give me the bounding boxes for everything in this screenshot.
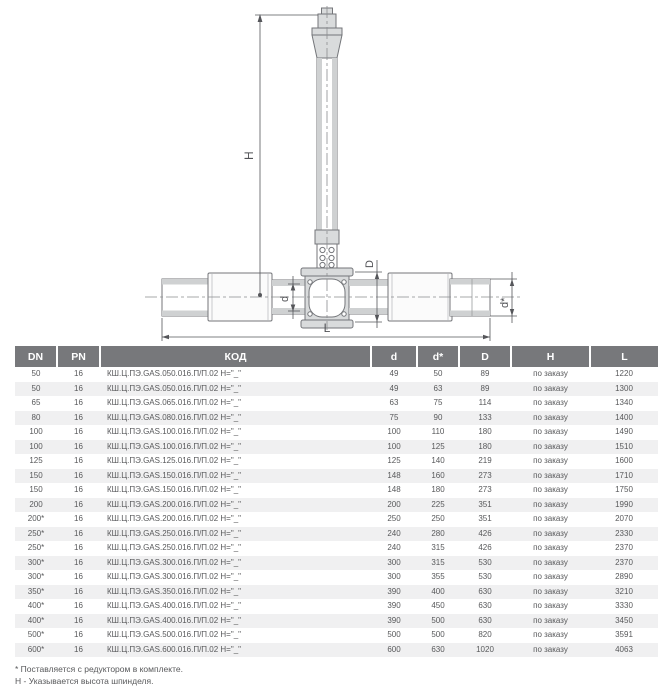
spec-cell-d: 49 [389, 369, 399, 379]
col-header-d: d [371, 346, 417, 367]
spec-cell-d-big: 273 [478, 485, 492, 495]
footnote-spindle: Н - Указывается высота шпинделя. [15, 676, 154, 686]
spec-cell-d-star: 500 [431, 615, 445, 625]
spec-cell-h: по заказу [533, 369, 568, 379]
spec-cell-dn: 150 [29, 485, 43, 495]
dim-label-d-star: d* [499, 297, 511, 308]
spec-cell-h: по заказу [533, 456, 568, 466]
spec-cell-d: 240 [387, 528, 401, 538]
spec-cell-d-star: 90 [433, 412, 443, 422]
spec-cell-code: КШ.Ц.ПЭ.GAS.100.016.П/П.02 Н="_" [107, 441, 241, 451]
spec-cell-l: 3450 [615, 615, 633, 625]
spec-cell-d-star: 450 [431, 601, 445, 611]
valve-drawing-area [0, 0, 663, 346]
spec-header-row [15, 346, 658, 367]
spec-cell-d-star: 280 [431, 528, 445, 538]
spec-cell-pn: 16 [74, 412, 83, 422]
spec-cell-d-big: 1020 [476, 644, 494, 654]
spec-cell-h: по заказу [533, 383, 568, 393]
spec-cell-dn: 600* [27, 644, 45, 654]
spec-cell-code: КШ.Ц.ПЭ.GAS.350.016.П/П.02 Н="_" [107, 586, 241, 596]
spec-cell-d-big: 426 [478, 528, 492, 538]
spec-cell-d-star: 50 [433, 369, 443, 379]
spec-cell-code: КШ.Ц.ПЭ.GAS.400.016.П/П.02 Н="_" [107, 615, 241, 625]
spec-cell-code: КШ.Ц.ПЭ.GAS.200.016.П/П.02 Н="_" [107, 514, 241, 524]
spec-cell-code: КШ.Ц.ПЭ.GAS.250.016.П/П.02 Н="_" [107, 528, 241, 538]
spec-cell-l: 2890 [615, 572, 633, 582]
col-header-l: L [590, 346, 658, 367]
spec-cell-d-big: 180 [478, 441, 492, 451]
col-header-d-big: D [459, 346, 511, 367]
spec-cell-d-big: 180 [478, 427, 492, 437]
spec-row [15, 541, 658, 556]
spec-cell-dn: 50 [31, 383, 41, 393]
spec-row [15, 628, 658, 643]
spec-cell-d: 49 [389, 383, 399, 393]
spec-cell-h: по заказу [533, 398, 568, 408]
col-header-d-star: d* [417, 346, 459, 367]
spec-cell-d-star: 355 [431, 572, 445, 582]
spec-cell-pn: 16 [74, 514, 83, 524]
spec-cell-d-star: 315 [431, 557, 445, 567]
spec-row [15, 599, 658, 614]
spec-cell-d-big: 630 [478, 586, 492, 596]
spec-cell-pn: 16 [74, 528, 83, 538]
spec-cell-h: по заказу [533, 412, 568, 422]
spec-cell-d: 300 [387, 557, 401, 567]
col-header-pn: PN [57, 346, 100, 367]
spec-cell-dn: 65 [31, 398, 41, 408]
spec-cell-d-big: 426 [478, 543, 492, 553]
spec-cell-code: КШ.Ц.ПЭ.GAS.150.016.П/П.02 Н="_" [107, 470, 241, 480]
spec-row [15, 382, 658, 397]
spec-cell-d-star: 315 [431, 543, 445, 553]
spec-cell-h: по заказу [533, 644, 568, 654]
spec-cell-code: КШ.Ц.ПЭ.GAS.050.016.П/П.02 Н="_" [107, 383, 241, 393]
spec-cell-pn: 16 [74, 427, 83, 437]
spec-row [15, 570, 658, 585]
spec-cell-dn: 500* [27, 630, 45, 640]
right-pipe-end [450, 279, 490, 316]
spec-cell-l: 3591 [615, 630, 633, 640]
spec-cell-d: 100 [387, 427, 401, 437]
spec-cell-d-big: 273 [478, 470, 492, 480]
spec-cell-pn: 16 [74, 572, 83, 582]
spec-cell-d: 148 [387, 470, 401, 480]
spec-cell-l: 1750 [615, 485, 633, 495]
spec-cell-code: КШ.Ц.ПЭ.GAS.250.016.П/П.02 Н="_" [107, 543, 241, 553]
spec-cell-dn: 150 [29, 470, 43, 480]
spec-cell-code: КШ.Ц.ПЭ.GAS.100.016.П/П.02 Н="_" [107, 427, 241, 437]
spec-table [15, 346, 658, 657]
spec-cell-d-big: 114 [478, 398, 492, 408]
spec-cell-d-star: 250 [431, 514, 445, 524]
spec-cell-d: 390 [387, 601, 401, 611]
spec-cell-pn: 16 [74, 499, 83, 509]
spec-cell-d: 148 [387, 485, 401, 495]
spec-cell-dn: 50 [31, 369, 41, 379]
spec-cell-pn: 16 [74, 615, 83, 625]
spec-cell-pn: 16 [74, 485, 83, 495]
dim-label-d-body: D [364, 260, 376, 268]
spec-cell-d: 390 [387, 586, 401, 596]
spec-cell-h: по заказу [533, 470, 568, 480]
spec-cell-d: 300 [387, 572, 401, 582]
spec-cell-l: 1990 [615, 499, 633, 509]
spec-cell-l: 1600 [615, 456, 633, 466]
spec-cell-h: по заказу [533, 615, 568, 625]
spec-cell-h: по заказу [533, 528, 568, 538]
spec-cell-code: КШ.Ц.ПЭ.GAS.080.016.П/П.02 Н="_" [107, 412, 241, 422]
dim-label-d-bore: d [279, 295, 291, 302]
spec-cell-d: 125 [387, 456, 401, 466]
spec-cell-d-star: 125 [431, 441, 445, 451]
valve-drawing [0, 0, 663, 346]
spec-cell-code: КШ.Ц.ПЭ.GAS.300.016.П/П.02 Н="_" [107, 572, 241, 582]
spec-cell-d-star: 630 [431, 644, 445, 654]
left-pipe-end [162, 279, 208, 316]
spec-cell-dn: 350* [27, 586, 45, 596]
col-header-h: H [511, 346, 590, 367]
spec-row [15, 643, 658, 658]
spec-cell-l: 1220 [615, 369, 633, 379]
spec-row [15, 454, 658, 469]
spec-row [15, 556, 658, 571]
spec-cell-h: по заказу [533, 441, 568, 451]
spec-cell-h: по заказу [533, 499, 568, 509]
spec-cell-l: 2330 [615, 528, 633, 538]
spec-cell-l: 1300 [615, 383, 633, 393]
spec-row [15, 469, 658, 484]
col-header-code: КОД [100, 346, 371, 367]
spec-cell-h: по заказу [533, 543, 568, 553]
spec-cell-h: по заказу [533, 630, 568, 640]
spec-cell-d-star: 63 [433, 383, 443, 393]
spec-cell-code: КШ.Ц.ПЭ.GAS.500.016.П/П.02 Н="_" [107, 630, 241, 640]
spec-row [15, 614, 658, 629]
spec-row [15, 425, 658, 440]
spec-cell-code: КШ.Ц.ПЭ.GAS.200.016.П/П.02 Н="_" [107, 499, 241, 509]
spec-cell-pn: 16 [74, 601, 83, 611]
spec-cell-code: КШ.Ц.ПЭ.GAS.125.016.П/П.02 Н="_" [107, 456, 241, 466]
spec-cell-l: 2370 [615, 543, 633, 553]
spec-cell-d-big: 530 [478, 557, 492, 567]
spec-cell-l: 1510 [615, 441, 633, 451]
col-header-dn: DN [15, 346, 57, 367]
spec-cell-dn: 300* [27, 572, 45, 582]
spec-cell-d-big: 630 [478, 615, 492, 625]
spec-cell-l: 3330 [615, 601, 633, 611]
spec-cell-code: КШ.Ц.ПЭ.GAS.150.016.П/П.02 Н="_" [107, 485, 241, 495]
spec-cell-dn: 100 [29, 441, 43, 451]
spec-cell-l: 2070 [615, 514, 633, 524]
spec-row [15, 512, 658, 527]
spec-cell-dn: 100 [29, 427, 43, 437]
spec-cell-dn: 250* [27, 528, 45, 538]
spec-cell-pn: 16 [74, 456, 83, 466]
spec-cell-pn: 16 [74, 644, 83, 654]
spec-row [15, 585, 658, 600]
spec-cell-code: КШ.Ц.ПЭ.GAS.300.016.П/П.02 Н="_" [107, 557, 241, 567]
spec-cell-l: 1490 [615, 427, 633, 437]
spec-cell-d-star: 225 [431, 499, 445, 509]
spec-cell-d-star: 400 [431, 586, 445, 596]
spec-cell-d-big: 351 [478, 514, 492, 524]
spec-cell-d: 390 [387, 615, 401, 625]
spec-cell-pn: 16 [74, 383, 83, 393]
spec-cell-d-big: 630 [478, 601, 492, 611]
spec-cell-h: по заказу [533, 586, 568, 596]
spec-row [15, 367, 658, 382]
spec-cell-h: по заказу [533, 601, 568, 611]
spec-cell-dn: 200 [29, 499, 43, 509]
spec-cell-pn: 16 [74, 369, 83, 379]
spec-cell-l: 1710 [615, 470, 633, 480]
spec-cell-d-big: 133 [478, 412, 492, 422]
dim-label-h: H [242, 151, 256, 160]
spec-cell-l: 1340 [615, 398, 633, 408]
spec-cell-d: 240 [387, 543, 401, 553]
spec-cell-d-big: 530 [478, 572, 492, 582]
spec-cell-d: 250 [387, 514, 401, 524]
spec-cell-d: 63 [389, 398, 399, 408]
spec-cell-dn: 80 [31, 412, 41, 422]
spec-cell-h: по заказу [533, 514, 568, 524]
spec-cell-d-big: 351 [478, 499, 492, 509]
spec-cell-dn: 200* [27, 514, 45, 524]
spec-cell-d-big: 820 [478, 630, 492, 640]
spec-cell-dn: 400* [27, 615, 45, 625]
spec-row [15, 411, 658, 426]
spec-cell-code: КШ.Ц.ПЭ.GAS.600.016.П/П.02 Н="_" [107, 644, 241, 654]
footnote-reducer: * Поставляется с редуктором в комплекте. [15, 664, 183, 674]
spec-cell-pn: 16 [74, 441, 83, 451]
spec-cell-dn: 300* [27, 557, 45, 567]
spec-cell-dn: 125 [29, 456, 43, 466]
spec-row [15, 483, 658, 498]
spec-cell-d-star: 75 [433, 398, 443, 408]
spec-cell-d-star: 180 [431, 485, 445, 495]
spec-cell-pn: 16 [74, 586, 83, 596]
spec-cell-d: 100 [387, 441, 401, 451]
spec-cell-pn: 16 [74, 630, 83, 640]
spec-cell-pn: 16 [74, 557, 83, 567]
spec-cell-d-big: 219 [478, 456, 492, 466]
spec-cell-h: по заказу [533, 485, 568, 495]
spec-cell-l: 4063 [615, 644, 633, 654]
spec-row [15, 498, 658, 513]
spec-cell-pn: 16 [74, 398, 83, 408]
spec-cell-d-star: 160 [431, 470, 445, 480]
spec-cell-d: 600 [387, 644, 401, 654]
dim-label-l: L [323, 321, 331, 335]
spec-cell-pn: 16 [74, 470, 83, 480]
spec-cell-h: по заказу [533, 572, 568, 582]
spec-cell-d-star: 110 [431, 427, 445, 437]
spec-cell-d-star: 140 [431, 456, 445, 466]
spec-cell-code: КШ.Ц.ПЭ.GAS.065.016.П/П.02 Н="_" [107, 398, 241, 408]
spec-table-body [15, 367, 658, 657]
spec-cell-code: КШ.Ц.ПЭ.GAS.400.016.П/П.02 Н="_" [107, 601, 241, 611]
spec-cell-dn: 250* [27, 543, 45, 553]
spec-cell-d: 200 [387, 499, 401, 509]
spec-cell-d-big: 89 [480, 383, 490, 393]
spec-cell-d-big: 89 [480, 369, 490, 379]
spec-cell-d-star: 500 [431, 630, 445, 640]
spec-cell-l: 2370 [615, 557, 633, 567]
spec-cell-d: 75 [389, 412, 399, 422]
spec-row [15, 440, 658, 455]
spec-cell-h: по заказу [533, 427, 568, 437]
valve-body [301, 268, 353, 328]
spec-cell-dn: 400* [27, 601, 45, 611]
spec-cell-pn: 16 [74, 543, 83, 553]
footnotes [15, 663, 663, 687]
spec-cell-h: по заказу [533, 557, 568, 567]
spec-cell-d: 500 [387, 630, 401, 640]
spec-cell-code: КШ.Ц.ПЭ.GAS.050.016.П/П.02 Н="_" [107, 369, 241, 379]
spec-row [15, 396, 658, 411]
spec-cell-l: 3210 [615, 586, 633, 596]
spec-row [15, 527, 658, 542]
spec-cell-l: 1400 [615, 412, 633, 422]
